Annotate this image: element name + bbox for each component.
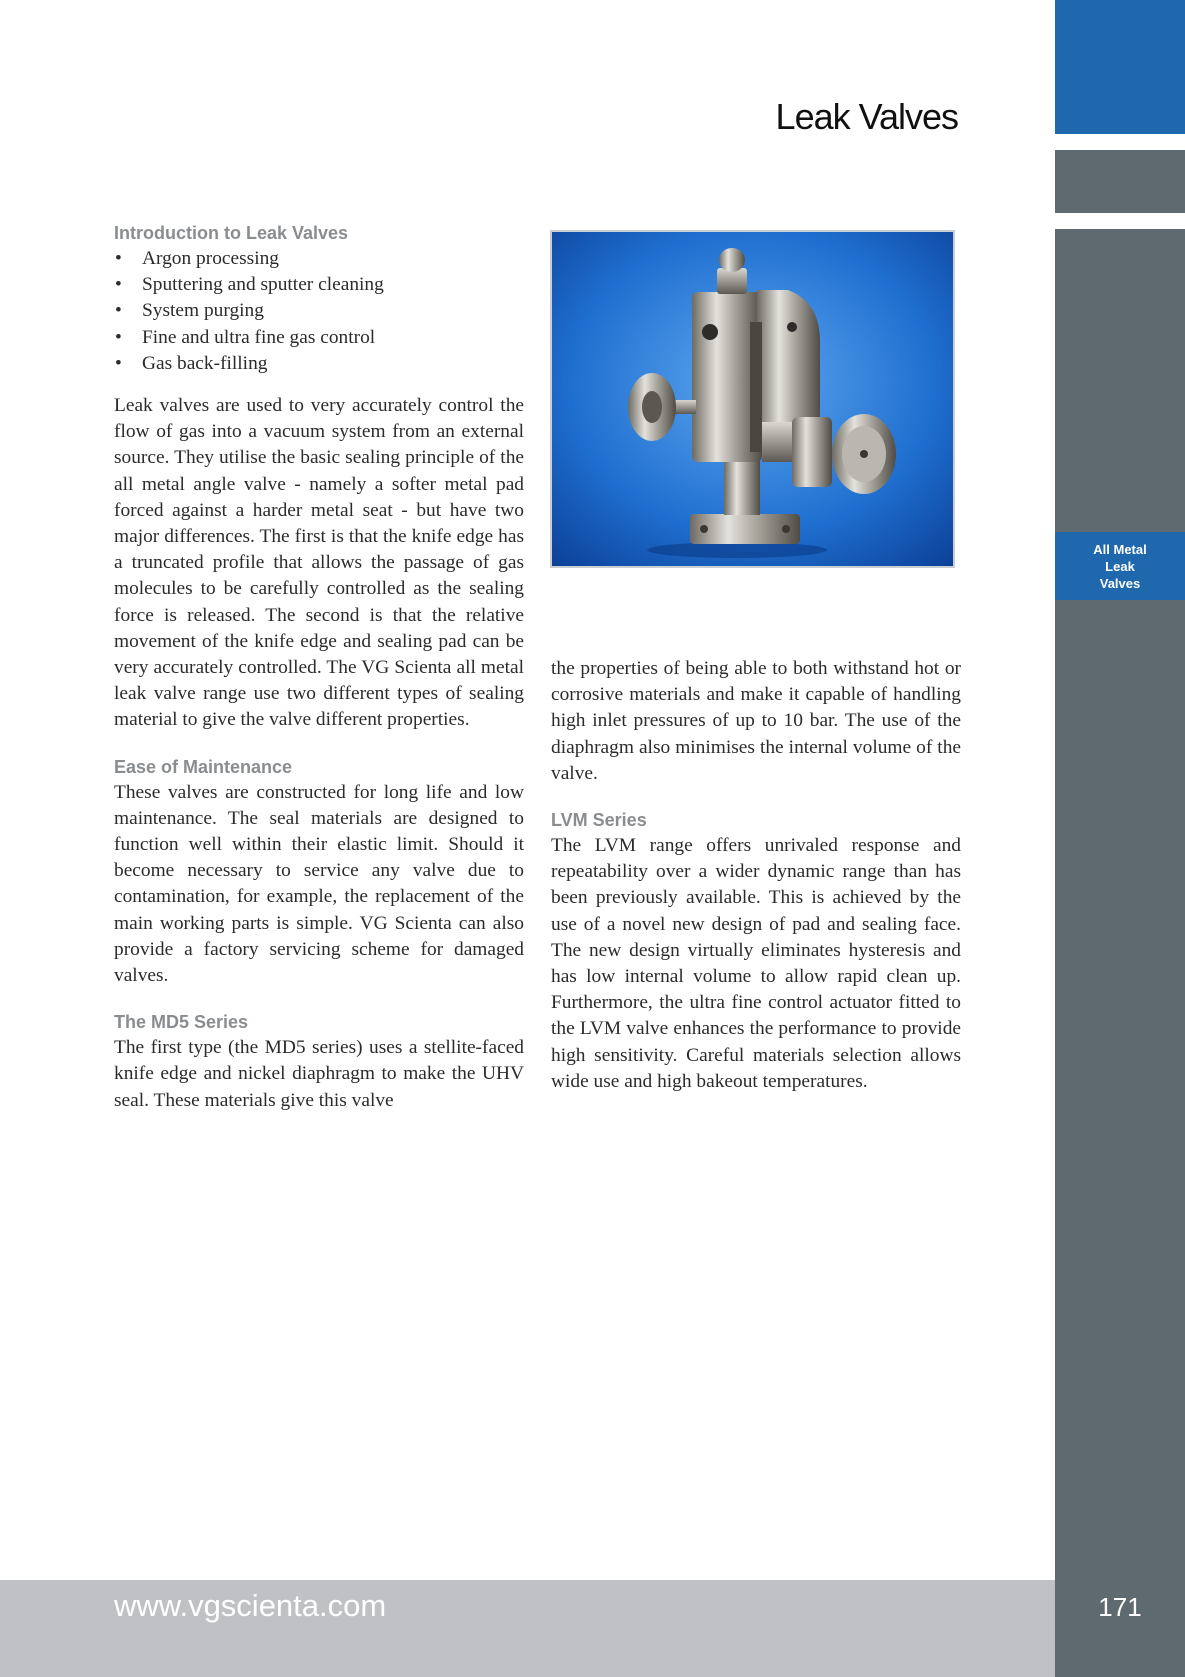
sidebar-gray-block bbox=[1055, 150, 1185, 213]
section-tab-line: Valves bbox=[1099, 575, 1141, 591]
maintenance-heading: Ease of Maintenance bbox=[114, 756, 293, 777]
md5-paragraph-end: the properties of being able to both withstand hot or corrosive materials and make it capable of handling high inlet pressures of up to 10 bar. The use of the diaphragm also minimises the internal volume of the valve. bbox=[551, 658, 961, 784]
list-item: • Sputtering and sputter cleaning bbox=[114, 272, 524, 298]
intro-bullet-list bbox=[114, 246, 524, 377]
valve-illustration bbox=[552, 232, 953, 566]
page-title: Leak Valves bbox=[775, 96, 958, 137]
list-item: • Gas back-filling bbox=[114, 351, 524, 377]
lvm-paragraph: The LVM range offers unrivaled response and repeatability over a wider dynamic range than has been previously available. This is achieved by the use of a novel new design of pad and sealing face. The new design virtually eliminates hysteresis and has low internal volume to allow rapid clean up. Furthermore, the ultra fine control actuator fitted to the LVM valve enhances the performance to provide high sensitivity. Careful materials selection allows wide use and high bakeout temperatures. bbox=[551, 835, 961, 1092]
list-item: • System purging bbox=[114, 298, 524, 324]
page-number: 171 bbox=[1098, 1592, 1142, 1622]
maintenance-paragraph: These valves are constructed for long life and low maintenance. The seal materials are designed to function well within their elastic limit. Should it become necessary to service any valve due to contamination, for example, the replacement of the main working parts is simple. VG Scienta can also provide a factory servicing scheme for damaged valves. bbox=[114, 781, 524, 987]
lvm-heading: LVM Series bbox=[551, 810, 647, 831]
intro-paragraph: Leak valves are used to very accurately control the flow of gas into a vacuum system from an external source. They utilise the basic sealing principle of the all metal angle valve - namely a softer metal pad forced against a harder metal seat - but have two major differences. The first is that the knife edge has a truncated profile that allows the passage of gas molecules to be carefully controlled as the sealing force is released. The second is that the relative movement of the knife edge and sealing pad can be very accurately controlled. The VG Scienta all metal leak valve range use two different types of sealing material to give the valve different properties. bbox=[114, 395, 524, 731]
section-tab-line: Leak bbox=[1105, 558, 1135, 574]
md5-heading: The MD5 Series bbox=[114, 1012, 249, 1033]
section-tab-all-metal-leak-valves[interactable] bbox=[1055, 532, 1185, 600]
list-item: • Fine and ultra fine gas control bbox=[114, 325, 524, 351]
sidebar-accent-block bbox=[1055, 0, 1185, 134]
list-item: • Argon processing bbox=[114, 246, 524, 272]
right-column bbox=[551, 656, 961, 1115]
leak-valve-photo bbox=[550, 230, 955, 568]
intro-heading: Introduction to Leak Valves bbox=[114, 223, 349, 243]
footer-url[interactable]: www.vgscienta.com bbox=[114, 1588, 387, 1623]
md5-paragraph-start: The first type (the MD5 series) uses a stellite-faced knife edge and nickel diaphragm to make the UHV seal. These materials give this valve bbox=[114, 1037, 524, 1111]
section-tab-line: All Metal bbox=[1093, 541, 1147, 557]
sidebar-gray-panel bbox=[1055, 229, 1185, 1677]
left-column bbox=[114, 220, 524, 1134]
